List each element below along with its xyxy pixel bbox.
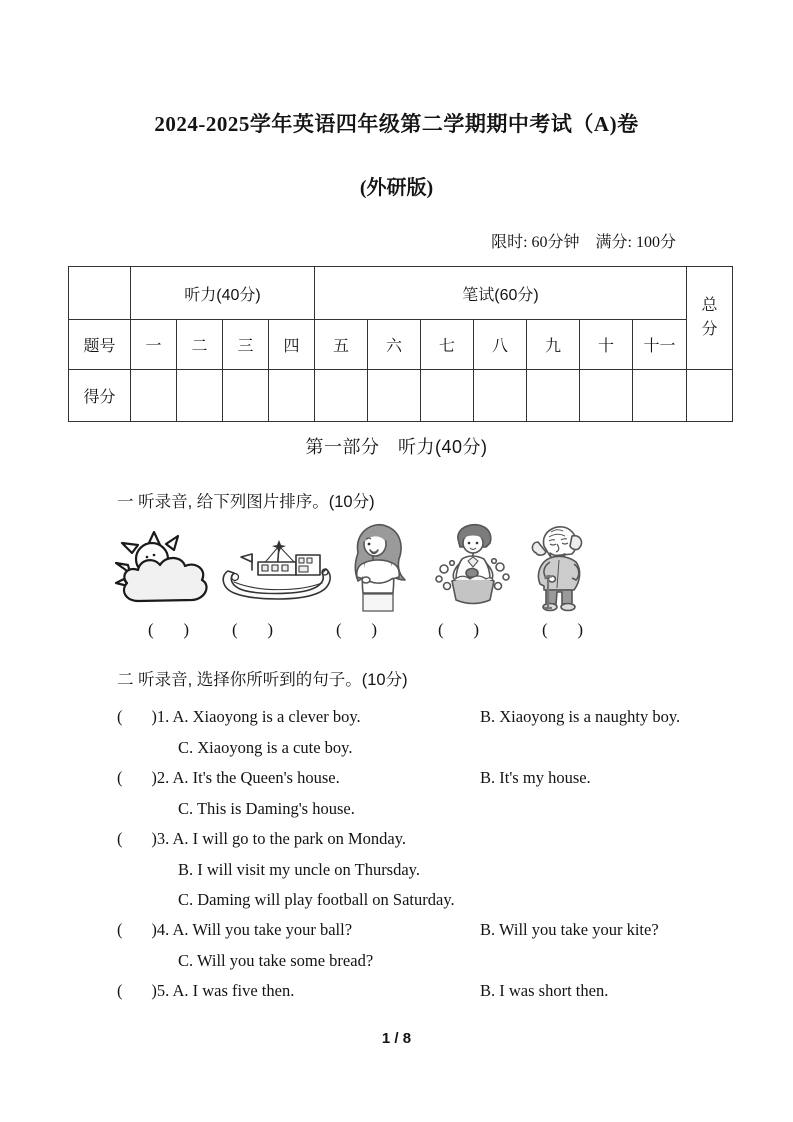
q2-option-c: C. This is Daming's house. <box>178 799 355 818</box>
listening-section-header: 听力(40分) <box>131 267 315 320</box>
score-cell <box>269 370 315 422</box>
q4-option-b: B. Will you take your kite? <box>480 920 659 939</box>
exam-time-score-info: 限时: 60分钟 满分: 100分 <box>491 234 676 251</box>
section2-instruction: 二 听录音, 选择你所听到的句子。(10分) <box>117 671 408 689</box>
score-cell <box>131 370 177 422</box>
section1-instruction: 一 听录音, 给下列图片排序。(10分) <box>117 493 375 511</box>
score-cell <box>474 370 527 422</box>
q5-option-b: B. I was short then. <box>480 981 609 1000</box>
score-cell <box>177 370 223 422</box>
question-col-4: 四 <box>269 320 315 370</box>
page-subtitle: (外研版) <box>359 177 434 199</box>
score-cell <box>527 370 580 422</box>
score-cell <box>223 370 269 422</box>
page-title: 2024-2025学年英语四年级第二学期期中考试（A)卷 <box>154 112 639 136</box>
q3-option-c: C. Daming will play football on Saturday. <box>178 890 455 909</box>
question-col-8: 八 <box>474 320 527 370</box>
q1-option-c: C. Xiaoyong is a cute boy. <box>178 738 353 757</box>
q2-option-b: B. It's my house. <box>480 768 591 787</box>
total-score-header: 总分 <box>687 267 733 370</box>
total-score-cell <box>687 370 733 422</box>
question-col-11: 十一 <box>633 320 687 370</box>
sun-behind-cloud-image <box>114 531 214 611</box>
q3-option-b: B. I will visit my uncle on Thursday. <box>178 860 420 879</box>
picture-answer-blank-3: ( ) <box>336 620 378 639</box>
girl-long-hair-image <box>342 517 416 615</box>
score-cell <box>315 370 368 422</box>
q4-option-a: ( )4. A. Will you take your ball? <box>117 920 353 939</box>
boy-washing-clothes-image <box>434 521 512 613</box>
score-cell <box>421 370 474 422</box>
part1-heading: 第一部分 听力(40分) <box>305 437 488 457</box>
boat-image <box>218 538 336 606</box>
written-section-header: 笔试(60分) <box>315 267 687 320</box>
score-cell <box>633 370 687 422</box>
q3-option-a: ( )3. A. I will go to the park on Monday. <box>117 829 407 848</box>
picture-answer-blank-1: ( ) <box>148 620 190 639</box>
picture-answer-blank-4: ( ) <box>438 620 480 639</box>
score-row-label: 得分 <box>69 370 131 422</box>
question-col-2: 二 <box>177 320 223 370</box>
question-col-10: 十 <box>580 320 633 370</box>
page-number: 1 / 8 <box>381 1030 412 1047</box>
question-col-6: 六 <box>368 320 421 370</box>
table-corner-cell <box>69 267 131 320</box>
question-col-1: 一 <box>131 320 177 370</box>
picture-answer-blank-2: ( ) <box>232 620 274 639</box>
q5-option-a: ( )5. A. I was five then. <box>117 981 295 1000</box>
question-col-7: 七 <box>421 320 474 370</box>
q1-option-a: ( )1. A. Xiaoyong is a clever boy. <box>117 707 361 726</box>
question-col-3: 三 <box>223 320 269 370</box>
question-number-row-label: 题号 <box>69 320 131 370</box>
score-table <box>68 266 733 422</box>
picture-answer-blank-5: ( ) <box>542 620 584 639</box>
question-col-9: 九 <box>527 320 580 370</box>
q1-option-b: B. Xiaoyong is a naughty boy. <box>480 707 681 726</box>
score-cell <box>368 370 421 422</box>
q2-option-a: ( )2. A. It's the Queen's house. <box>117 768 340 787</box>
question-col-5: 五 <box>315 320 368 370</box>
q4-option-c: C. Will you take some bread? <box>178 951 374 970</box>
old-man-with-cane-image <box>524 520 596 614</box>
score-cell <box>580 370 633 422</box>
